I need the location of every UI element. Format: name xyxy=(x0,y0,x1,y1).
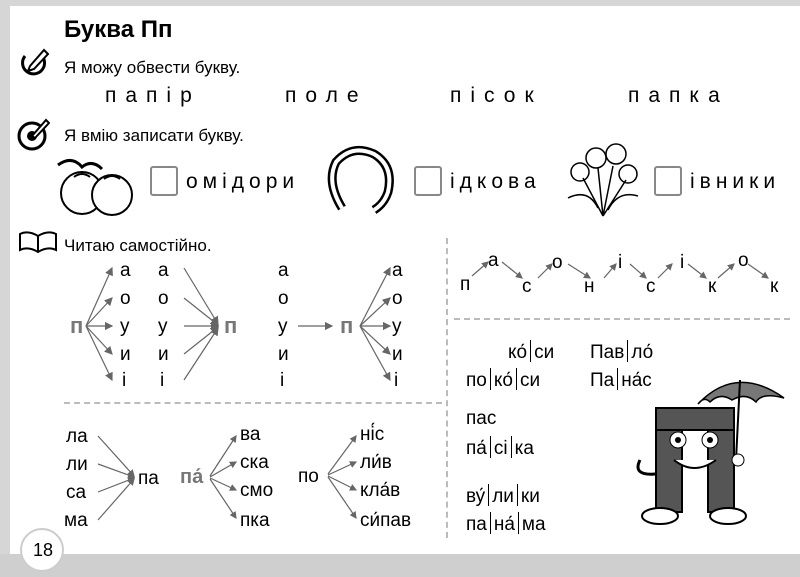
letter-box-2[interactable] xyxy=(414,166,442,196)
target-pencil-icon xyxy=(16,116,50,152)
zigzag-bottom-1: п xyxy=(460,274,471,295)
split-word-pavlo: Пав ло́ xyxy=(590,342,654,363)
syl-mid-2: ска xyxy=(240,452,269,473)
split-word-pasika: па́ сі ка xyxy=(466,438,534,459)
fan-left-c2-1: а xyxy=(158,260,169,281)
syl-right-4: си́пав xyxy=(360,510,412,531)
split-word-pas: пас xyxy=(466,408,497,429)
book-icon xyxy=(18,230,58,254)
zigzag-bottom-5: к xyxy=(708,276,717,297)
zigzag-top-2: о xyxy=(552,252,563,273)
write-suffix-1: омідори xyxy=(186,170,300,193)
fan-left-c2-5: і xyxy=(160,370,165,391)
fan-right-c2-1: а xyxy=(392,260,403,281)
fan-left-right-center: п xyxy=(224,313,238,338)
syl-right-source: по xyxy=(298,466,319,487)
fan-right-c1-3: у xyxy=(278,316,288,337)
vertical-divider xyxy=(446,238,448,538)
write-label: Я вмію записати букву. xyxy=(64,126,244,145)
page-title: Буква Пп xyxy=(64,16,173,43)
zigzag-bottom-4: с xyxy=(646,276,656,297)
letter-box-3[interactable] xyxy=(654,166,682,196)
fan-left-c2-3: у xyxy=(158,316,168,337)
fan-right-c2-5: і xyxy=(394,370,399,391)
syl-mid-3: смо xyxy=(240,480,274,501)
fan-left-c2-2: о xyxy=(158,288,169,309)
fan-left-c1-1: а xyxy=(120,260,131,281)
flowers-icon xyxy=(558,128,648,218)
syl-left-4: ма xyxy=(64,510,88,531)
syl-right-3: кла́в xyxy=(360,480,401,501)
page-number: 18 xyxy=(33,540,54,560)
zigzag-top-5: о xyxy=(738,250,749,271)
split-word-vulyky: ву́ ли ки xyxy=(466,486,540,507)
fan-left-c2-4: и xyxy=(158,344,169,365)
split-word-pokosy: по ко́ си xyxy=(466,370,541,391)
fan-left-c1-3: у xyxy=(120,316,130,337)
split-word-kosy: ко́ си xyxy=(508,342,555,363)
letter-p-umbrella-icon xyxy=(612,364,792,534)
trace-word-2: поле xyxy=(285,84,368,107)
trace-word-1: папір xyxy=(105,84,201,107)
syl-left-1: ла xyxy=(66,426,88,447)
read-label: Читаю самостійно. xyxy=(64,236,212,255)
fan-diagram-left xyxy=(60,256,250,392)
trace-label: Я можу обвести букву. xyxy=(64,58,241,77)
fan-right-c2-4: и xyxy=(392,344,403,365)
pencil-icon xyxy=(16,46,50,80)
zigzag-bottom-6: к xyxy=(770,276,779,297)
syl-left-2: ли xyxy=(66,454,88,475)
trace-word-3: пісок xyxy=(450,84,543,107)
syl-right-2: ли́в xyxy=(360,452,392,473)
fan-right-c1-4: и xyxy=(278,344,289,365)
zigzag-bottom-2: с xyxy=(522,276,532,297)
fan-right-c1-2: о xyxy=(278,288,289,309)
syllable-arrows xyxy=(94,430,264,530)
fan-right-c2-3: у xyxy=(392,316,402,337)
write-suffix-3: івники xyxy=(690,170,781,193)
syl-left-3: са xyxy=(66,482,87,503)
syl-mid-4: пка xyxy=(240,510,270,531)
bottom-strip xyxy=(0,554,800,577)
split-word-panas: Па на́с xyxy=(590,370,652,391)
horizontal-divider-right xyxy=(454,318,790,320)
syl-right-1: ні́с xyxy=(360,424,385,445)
fan-left-c1-2: о xyxy=(120,288,131,309)
fan-right-c1-5: і xyxy=(280,370,285,391)
letter-box-1[interactable] xyxy=(150,166,178,196)
fan-right-c1-1: а xyxy=(278,260,289,281)
zigzag-top-3: і xyxy=(618,252,623,273)
trace-word-4: папка xyxy=(628,84,729,107)
zigzag-top-4: і xyxy=(680,252,685,273)
syl-mid-source: па́ xyxy=(180,466,204,488)
fan-left-c1-4: и xyxy=(120,344,131,365)
fan-left-center: п xyxy=(70,313,84,338)
fan-left-c1-5: і xyxy=(122,370,127,391)
split-word-panama: па на́ ма xyxy=(466,514,546,535)
horseshoe-icon xyxy=(322,142,402,218)
syl-left-target: па xyxy=(138,468,159,489)
tomatoes-icon xyxy=(52,155,138,217)
zigzag-top-1: а xyxy=(488,250,499,271)
horizontal-divider-left xyxy=(64,402,442,404)
write-suffix-2: ідкова xyxy=(450,170,541,193)
zigzag-bottom-3: н xyxy=(584,276,595,297)
fan-right-c2-2: о xyxy=(392,288,403,309)
fan-right-center: п xyxy=(340,313,354,338)
syl-mid-1: ва xyxy=(240,424,261,445)
